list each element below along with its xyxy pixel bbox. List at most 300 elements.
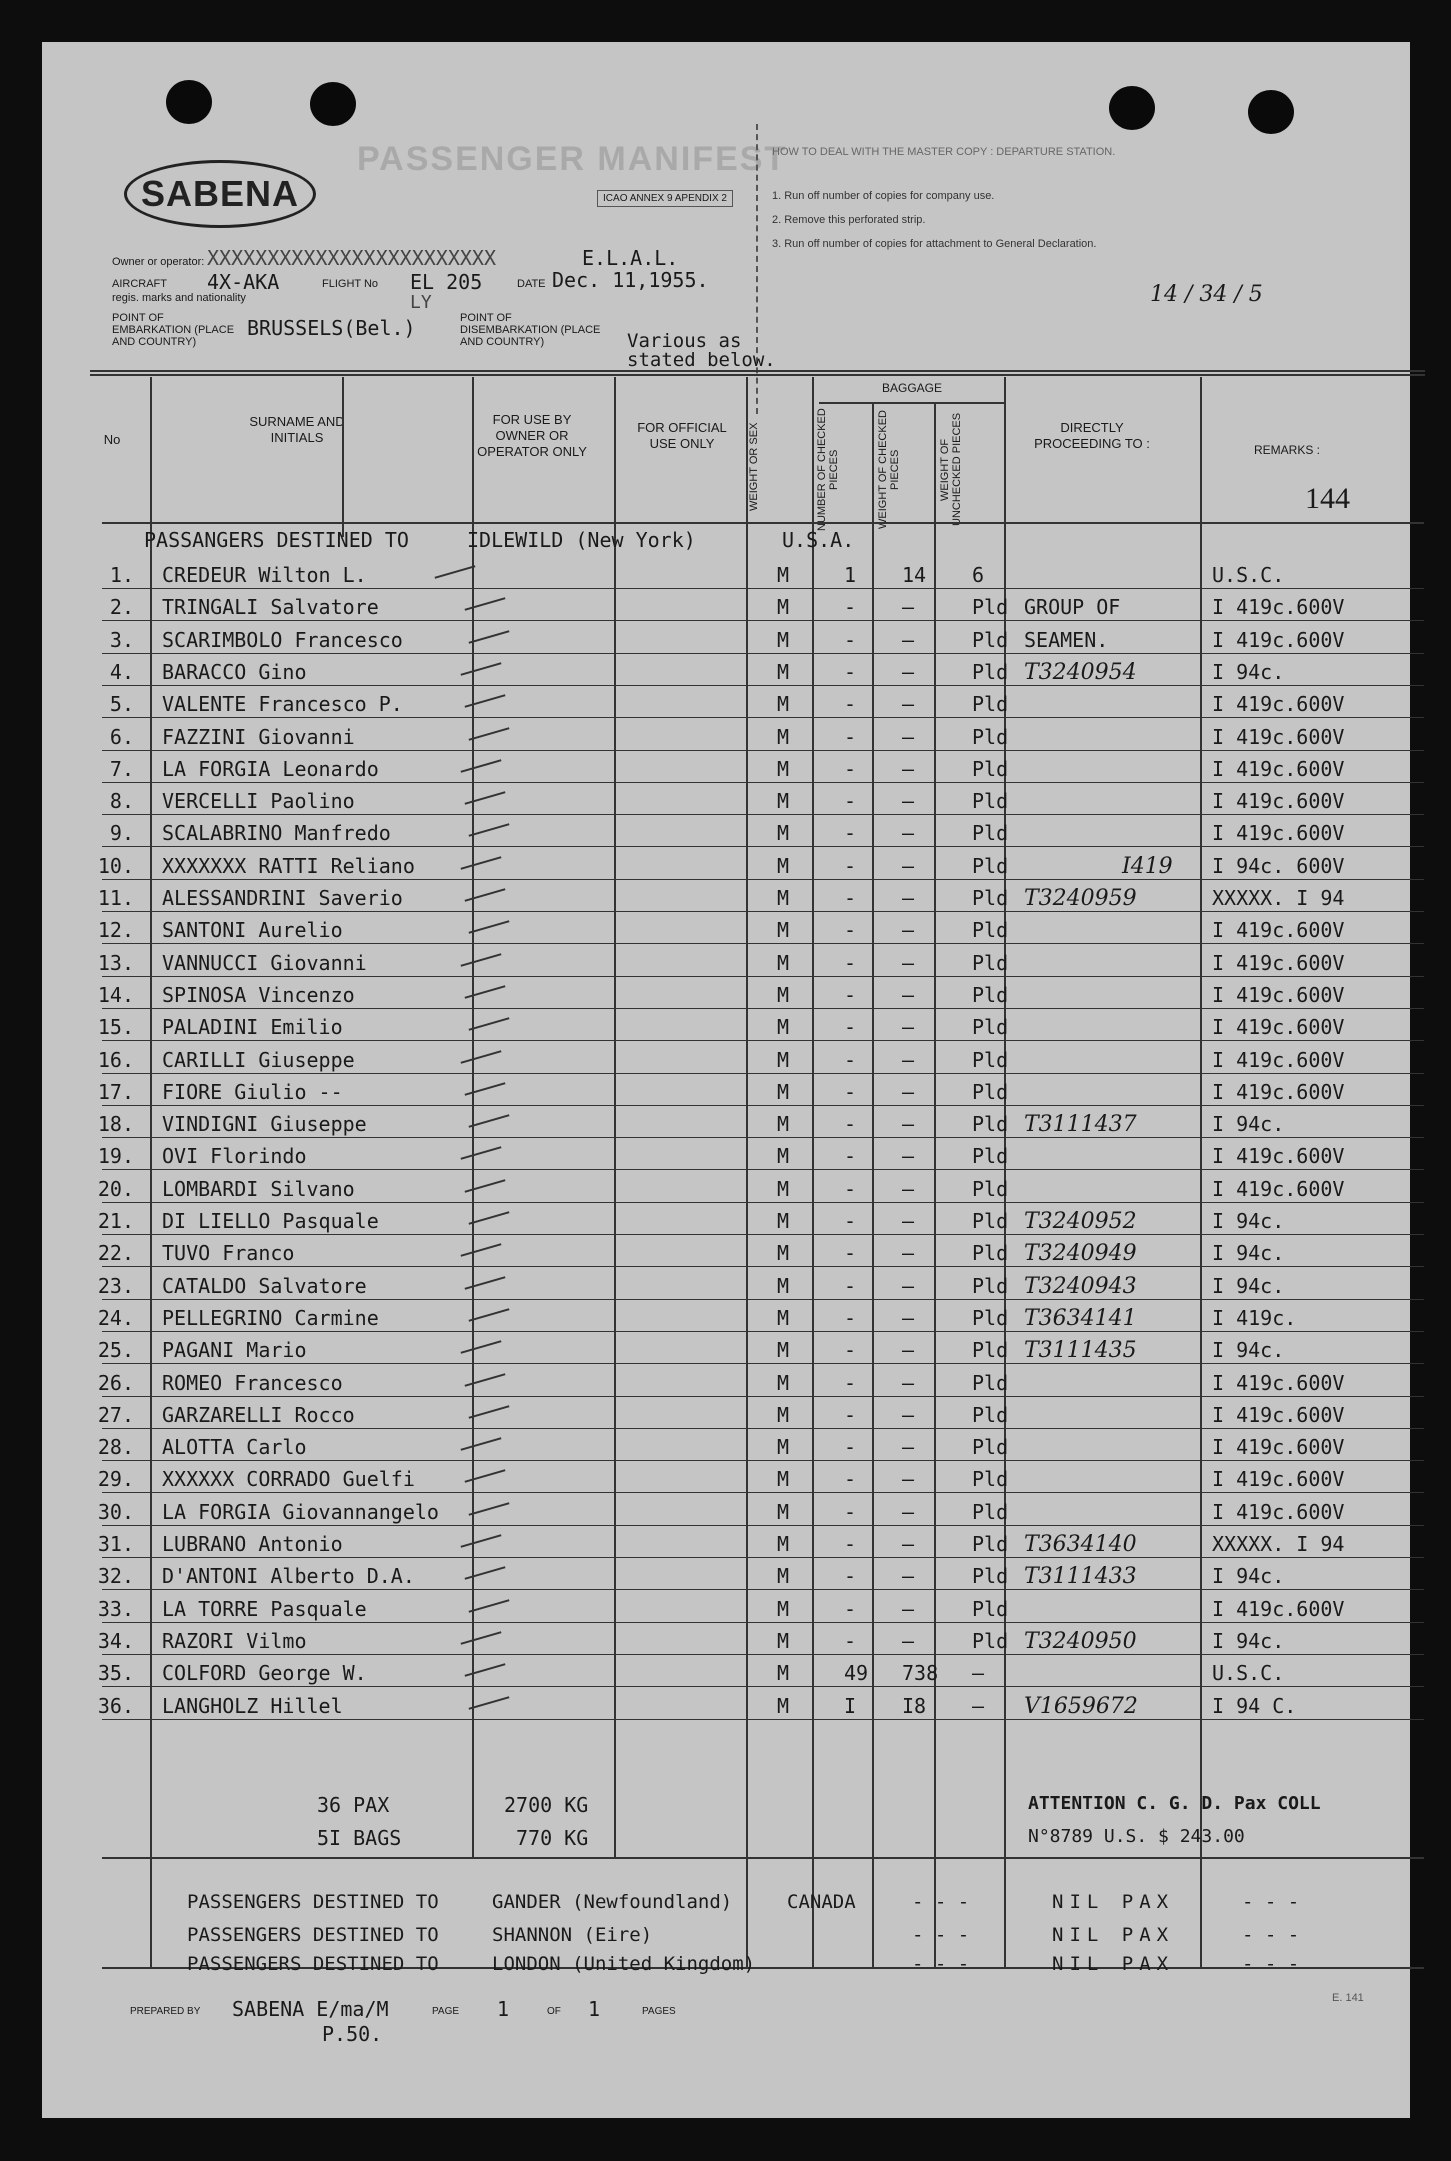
- passenger-name: TUVO Franco: [162, 1241, 295, 1265]
- unchecked-weight: Pld: [972, 886, 1009, 910]
- check-mark: [465, 791, 506, 804]
- check-mark: [469, 823, 510, 836]
- checked-pieces: -: [844, 757, 857, 781]
- passenger-sex: M: [777, 1112, 790, 1136]
- passenger-number: 27.: [97, 1403, 134, 1427]
- passenger-remarks: I 419c.600V: [1212, 628, 1345, 652]
- unchecked-weight: Pld: [972, 1564, 1009, 1588]
- passenger-row: [42, 622, 1422, 655]
- destination-country: CANADA: [787, 1891, 856, 1913]
- passenger-sex: M: [777, 1177, 790, 1201]
- unchecked-weight: Pld: [972, 725, 1009, 749]
- passenger-remarks: I 419c.600V: [1212, 1080, 1345, 1104]
- destination-remarks: - - -: [1242, 1891, 1300, 1913]
- passenger-remarks: I 419c.600V: [1212, 1144, 1345, 1168]
- punch-hole: [1248, 90, 1294, 134]
- page-label: PAGE: [432, 2006, 460, 2017]
- checked-weight: —: [902, 1177, 915, 1201]
- passenger-name: FIORE Giulio --: [162, 1080, 343, 1104]
- checked-weight: —: [902, 1597, 915, 1621]
- checked-pieces: -: [844, 951, 857, 975]
- passenger-name: VALENTE Francesco P.: [162, 692, 403, 716]
- unchecked-weight: Pld: [972, 1144, 1009, 1168]
- checked-pieces: -: [844, 1532, 857, 1556]
- passenger-row: [42, 1526, 1422, 1559]
- checked-pieces: -: [844, 1338, 857, 1362]
- passenger-sex: M: [777, 1435, 790, 1459]
- document-title: PASSENGER MANIFEST: [357, 140, 788, 178]
- passenger-sex: M: [777, 789, 790, 813]
- flight-extra: LY: [410, 292, 432, 313]
- proceeding-to: T3111437: [1024, 1112, 1137, 1137]
- flight-label: FLIGHT No: [322, 278, 379, 290]
- passenger-sex: M: [777, 1306, 790, 1330]
- checked-pieces: -: [844, 595, 857, 619]
- row-divider: [102, 943, 1424, 944]
- aircraft-label: AIRCRAFT: [112, 278, 167, 290]
- passenger-remarks: I 419c.600V: [1212, 1048, 1345, 1072]
- passenger-sex: M: [777, 628, 790, 652]
- checked-weight: —: [902, 1532, 915, 1556]
- total-pax: 36 PAX: [317, 1793, 390, 1817]
- checked-weight: —: [902, 1080, 915, 1104]
- passenger-name: ALOTTA Carlo: [162, 1435, 307, 1459]
- destination-name: LONDON (United Kingdom): [492, 1953, 756, 1975]
- unchecked-weight: Pld: [972, 789, 1009, 813]
- check-mark: [461, 1534, 502, 1547]
- checked-pieces: 1: [844, 563, 857, 587]
- check-mark: [465, 888, 506, 901]
- passenger-sex: M: [777, 854, 790, 878]
- grid-line: [102, 1857, 1424, 1859]
- passenger-name: LA TORRE Pasquale: [162, 1597, 367, 1621]
- col-owner-use-header: FOR USE BY OWNER OR OPERATOR ONLY: [477, 412, 587, 459]
- destination-label: PASSENGERS DESTINED TO: [187, 1891, 439, 1913]
- check-mark: [461, 1050, 502, 1063]
- page-reference: 144: [1305, 482, 1350, 515]
- grid-line: [342, 377, 344, 537]
- checked-pieces: -: [844, 1015, 857, 1039]
- unchecked-weight: Pld: [972, 1080, 1009, 1104]
- checked-weight: —: [902, 1435, 915, 1459]
- proceeding-to: T3240950: [1024, 1629, 1137, 1654]
- passenger-number: 21.: [97, 1209, 134, 1233]
- passenger-row: [42, 1138, 1422, 1171]
- checked-pieces: -: [844, 1435, 857, 1459]
- checked-pieces: -: [844, 1177, 857, 1201]
- passenger-remarks: I 419c.600V: [1212, 757, 1345, 781]
- check-mark: [465, 985, 506, 998]
- checked-weight: —: [902, 692, 915, 716]
- passenger-number: 20.: [97, 1177, 134, 1201]
- destination-name: GANDER (Newfoundland): [492, 1891, 733, 1913]
- passenger-row: [42, 1558, 1422, 1591]
- passenger-name: PAGANI Mario: [162, 1338, 307, 1362]
- passenger-name: XXXXXX CORRADO Guelfi: [162, 1467, 415, 1491]
- col-baggage-header: BAGGAGE: [881, 381, 943, 395]
- passenger-name: FAZZINI Giovanni: [162, 725, 355, 749]
- punch-hole: [310, 82, 356, 126]
- passenger-row: [42, 1365, 1422, 1398]
- passenger-sex: M: [777, 1532, 790, 1556]
- passenger-remarks: I 94c.: [1212, 1112, 1285, 1136]
- passenger-remarks: I 419c.600V: [1212, 595, 1345, 619]
- unchecked-weight: Pld: [972, 1209, 1009, 1233]
- passenger-sex: M: [777, 1015, 790, 1039]
- unchecked-weight: Pld: [972, 1500, 1009, 1524]
- passenger-sex: M: [777, 1338, 790, 1362]
- unchecked-weight: Pld: [972, 1177, 1009, 1201]
- check-mark: [469, 1696, 510, 1709]
- passenger-number: 1.: [109, 563, 134, 587]
- unchecked-weight: Pld: [972, 1403, 1009, 1427]
- unchecked-weight: Pld: [972, 1306, 1009, 1330]
- prepared-value: SABENA E/ma/M: [232, 1997, 389, 2021]
- manifest-sheet: [42, 42, 1410, 2118]
- passenger-row: [42, 654, 1422, 687]
- owner-label: Owner or operator:: [112, 256, 205, 268]
- passenger-row: [42, 1074, 1422, 1107]
- unchecked-weight: —: [972, 1694, 985, 1718]
- disembark-label: POINT OF DISEMBARKATION (PLACE AND COUNTRY): [460, 312, 601, 348]
- checked-pieces: -: [844, 1144, 857, 1168]
- unchecked-weight: Pld: [972, 1338, 1009, 1362]
- passenger-number: 34.: [97, 1629, 134, 1653]
- flight-value: EL 205: [410, 270, 483, 294]
- checked-pieces: -: [844, 854, 857, 878]
- checked-weight: —: [902, 1564, 915, 1588]
- passenger-number: 6.: [109, 725, 134, 749]
- passenger-row: [42, 719, 1422, 752]
- passenger-name: PELLEGRINO Carmine: [162, 1306, 379, 1330]
- passenger-sex: M: [777, 692, 790, 716]
- checked-weight: —: [902, 757, 915, 781]
- checked-weight: —: [902, 1144, 915, 1168]
- passenger-sex: M: [777, 918, 790, 942]
- checked-weight: —: [902, 628, 915, 652]
- passenger-number: 8.: [109, 789, 134, 813]
- passenger-number: 30.: [97, 1500, 134, 1524]
- passenger-number: 17.: [97, 1080, 134, 1104]
- destination-baggage: - - -: [912, 1924, 970, 1946]
- checked-pieces: -: [844, 1241, 857, 1265]
- passenger-name: LA FORGIA Giovannangelo: [162, 1500, 439, 1524]
- passenger-row: [42, 1591, 1422, 1624]
- icao-reference: ICAO ANNEX 9 APENDIX 2: [597, 190, 733, 207]
- passenger-sex: M: [777, 1467, 790, 1491]
- passenger-name: LA FORGIA Leonardo: [162, 757, 379, 781]
- pages-label: PAGES: [642, 2006, 676, 2017]
- checked-pieces: -: [844, 1500, 857, 1524]
- passenger-name: DI LIELLO Pasquale: [162, 1209, 379, 1233]
- passenger-remarks: I 419c.600V: [1212, 951, 1345, 975]
- passenger-row: [42, 880, 1422, 913]
- checked-weight: —: [902, 789, 915, 813]
- owner-struck-text: XXXXXXXXXXXXXXXXXXXXXXXX: [207, 246, 496, 270]
- checked-weight: —: [902, 725, 915, 749]
- passenger-remarks: XXXXX. I 94: [1212, 1532, 1345, 1556]
- row-divider: [102, 1266, 1424, 1267]
- col-proceeding-header: DIRECTLY PROCEEDING TO :: [1034, 420, 1150, 451]
- unchecked-weight: Pld: [972, 692, 1009, 716]
- checked-weight: 14: [902, 563, 927, 587]
- unchecked-weight: Pld: [972, 660, 1009, 684]
- checked-pieces: -: [844, 660, 857, 684]
- passenger-name: SCARIMBOLO Francesco: [162, 628, 403, 652]
- check-mark: [435, 565, 476, 578]
- passenger-name: VERCELLI Paolino: [162, 789, 355, 813]
- checked-pieces: I: [844, 1694, 857, 1718]
- passenger-remarks: I 419c.600V: [1212, 1597, 1345, 1621]
- unchecked-weight: —: [972, 1661, 985, 1685]
- destination-proceeding: NIL PAX: [1052, 1924, 1175, 1946]
- destination-row: [42, 1887, 1422, 1920]
- col-remarks-header: REMARKS :: [1253, 443, 1320, 457]
- passenger-row: [42, 1009, 1422, 1042]
- checked-weight: —: [902, 951, 915, 975]
- section-country: U.S.A.: [782, 528, 855, 552]
- checked-pieces: -: [844, 692, 857, 716]
- check-mark: [465, 1276, 506, 1289]
- passenger-sex: M: [777, 886, 790, 910]
- checked-weight: —: [902, 1048, 915, 1072]
- col-weight-sex-header: WEIGHT OR SEX: [748, 422, 760, 512]
- checked-pieces: -: [844, 983, 857, 1007]
- unchecked-weight: Pld: [972, 1597, 1009, 1621]
- check-mark: [465, 597, 506, 610]
- checked-pieces: -: [844, 1080, 857, 1104]
- destination-baggage: - - -: [912, 1891, 970, 1913]
- proceeding-to: T3111433: [1024, 1564, 1137, 1589]
- passenger-number: 14.: [97, 983, 134, 1007]
- passenger-remarks: I 419c.600V: [1212, 821, 1345, 845]
- passenger-row: [42, 557, 1422, 590]
- passenger-number: 5.: [109, 692, 134, 716]
- check-mark: [461, 662, 502, 675]
- passenger-row: [42, 1203, 1422, 1236]
- row-divider: [102, 1492, 1424, 1493]
- checked-pieces: -: [844, 1629, 857, 1653]
- passenger-row: [42, 1300, 1422, 1333]
- passenger-number: 13.: [97, 951, 134, 975]
- passenger-row: [42, 1106, 1422, 1139]
- passenger-number: 28.: [97, 1435, 134, 1459]
- passenger-sex: M: [777, 563, 790, 587]
- regis-label: regis. marks and nationality: [112, 292, 246, 304]
- passenger-sex: M: [777, 821, 790, 845]
- attention-line-2: N°8789 U.S. $ 243.00: [1028, 1826, 1245, 1847]
- unchecked-weight: Pld: [972, 1629, 1009, 1653]
- passenger-remarks: I 94c.: [1212, 1338, 1285, 1362]
- checked-weight: —: [902, 1241, 915, 1265]
- checked-weight: 738: [902, 1661, 939, 1685]
- instruction-1: 1. Run off number of copies for company use.: [772, 190, 995, 202]
- checked-pieces: -: [844, 1209, 857, 1233]
- row-divider: [102, 1040, 1424, 1041]
- check-mark: [461, 1340, 502, 1353]
- check-mark: [469, 1017, 510, 1030]
- passenger-remarks: I 419c.600V: [1212, 1435, 1345, 1459]
- check-mark: [465, 1179, 506, 1192]
- passenger-sex: M: [777, 1661, 790, 1685]
- checked-pieces: -: [844, 1403, 857, 1427]
- aircraft-value: 4X-AKA: [207, 270, 280, 294]
- passenger-number: 10.: [97, 854, 134, 878]
- check-mark: [465, 1469, 506, 1482]
- passenger-name: CREDEUR Wilton L.: [162, 563, 367, 587]
- section-destination: IDLEWILD (New York): [467, 528, 696, 552]
- page-value: 1: [497, 1997, 510, 2021]
- checked-pieces: -: [844, 1597, 857, 1621]
- passenger-remarks: I 419c.600V: [1212, 918, 1345, 942]
- passenger-sex: M: [777, 983, 790, 1007]
- unchecked-weight: Pld: [972, 1048, 1009, 1072]
- passenger-sex: M: [777, 1080, 790, 1104]
- check-mark: [469, 1308, 510, 1321]
- passenger-number: 2.: [109, 595, 134, 619]
- passenger-remarks: U.S.C.: [1212, 1661, 1285, 1685]
- row-divider: [102, 1169, 1424, 1170]
- proceeding-to: V1659672: [1024, 1694, 1138, 1719]
- col-no-header: No: [103, 432, 121, 447]
- passenger-row: [42, 848, 1422, 881]
- proceeding-to: T3240949: [1024, 1241, 1137, 1266]
- passenger-remarks: I 419c.600V: [1212, 1177, 1345, 1201]
- unchecked-weight: Pld: [972, 1241, 1009, 1265]
- passenger-row: [42, 945, 1422, 978]
- check-mark: [469, 1405, 510, 1418]
- checked-weight: —: [902, 854, 915, 878]
- col-checked-pieces-header: NUMBER OF CHECKED PIECES: [816, 408, 840, 531]
- passenger-number: 4.: [109, 660, 134, 684]
- date-label: DATE: [517, 278, 546, 290]
- passenger-sex: M: [777, 1274, 790, 1298]
- passenger-number: 3.: [109, 628, 134, 652]
- check-mark: [469, 727, 510, 740]
- row-divider: [102, 1686, 1424, 1687]
- passenger-row: [42, 589, 1422, 622]
- proceeding-to: T3634140: [1024, 1532, 1137, 1557]
- passenger-row: [42, 783, 1422, 816]
- destination-name: SHANNON (Eire): [492, 1924, 653, 1946]
- checked-weight: —: [902, 595, 915, 619]
- passenger-row: [42, 977, 1422, 1010]
- proceeding-to: T3240952: [1024, 1209, 1137, 1234]
- checked-pieces: -: [844, 1306, 857, 1330]
- checked-pieces: -: [844, 628, 857, 652]
- unchecked-weight: Pld: [972, 1532, 1009, 1556]
- proceeding-to: T3240959: [1024, 886, 1137, 911]
- passenger-number: 11.: [97, 886, 134, 910]
- check-mark: [469, 1502, 510, 1515]
- passenger-name: ALESSANDRINI Saverio: [162, 886, 403, 910]
- checked-weight: —: [902, 1467, 915, 1491]
- checked-weight: —: [902, 1403, 915, 1427]
- passenger-name: OVI Florindo: [162, 1144, 307, 1168]
- passenger-name: XXXXXXX RATTI Reliano: [162, 854, 415, 878]
- unchecked-weight: Pld: [972, 757, 1009, 781]
- passenger-name: VINDIGNI Giuseppe: [162, 1112, 367, 1136]
- check-mark: [469, 1599, 510, 1612]
- checked-pieces: -: [844, 821, 857, 845]
- col-unchecked-weight-header: WEIGHT OF UNCHECKED PIECES: [939, 412, 963, 527]
- passenger-sex: M: [777, 1629, 790, 1653]
- unchecked-weight: Pld: [972, 595, 1009, 619]
- checked-pieces: -: [844, 1274, 857, 1298]
- passenger-row: [42, 686, 1422, 719]
- passenger-name: BARACCO Gino: [162, 660, 307, 684]
- passenger-sex: M: [777, 660, 790, 684]
- unchecked-weight: Pld: [972, 1435, 1009, 1459]
- passenger-sex: M: [777, 725, 790, 749]
- footer-sub-ref: P.50.: [322, 2022, 383, 2046]
- total-bags: 5I BAGS: [317, 1826, 402, 1850]
- passenger-number: 15.: [97, 1015, 134, 1039]
- passenger-remarks: I 419c.600V: [1212, 1403, 1345, 1427]
- passenger-name: SCALABRINO Manfredo: [162, 821, 391, 845]
- passenger-name: RAZORI Vilmo: [162, 1629, 307, 1653]
- checked-weight: —: [902, 1209, 915, 1233]
- prepared-label: PREPARED BY: [130, 2006, 201, 2017]
- checked-pieces: -: [844, 789, 857, 813]
- passenger-number: 7.: [109, 757, 134, 781]
- destination-label: PASSENGERS DESTINED TO: [187, 1924, 439, 1946]
- col-surname-header: SURNAME AND INITIALS: [249, 414, 345, 445]
- check-mark: [469, 630, 510, 643]
- instructions-title: HOW TO DEAL WITH THE MASTER COPY : DEPARTURE STATION.: [772, 146, 1116, 158]
- passenger-row: [42, 1332, 1422, 1365]
- passenger-remarks: I 94c.: [1212, 1564, 1285, 1588]
- attention-line-1: ATTENTION C. G. D. Pax COLL: [1028, 1793, 1321, 1814]
- passenger-remarks: XXXXX. I 94: [1212, 886, 1345, 910]
- check-mark: [465, 1373, 506, 1386]
- destination-proceeding: NIL PAX: [1052, 1891, 1175, 1913]
- checked-weight: I8: [902, 1694, 927, 1718]
- passenger-remarks: I 419c.600V: [1212, 1371, 1345, 1395]
- passenger-remarks: I 419c.600V: [1212, 692, 1345, 716]
- destination-proceeding: NIL PAX: [1052, 1953, 1175, 1975]
- passenger-row: [42, 1042, 1422, 1075]
- unchecked-weight: Pld: [972, 821, 1009, 845]
- passenger-sex: M: [777, 1597, 790, 1621]
- embark-label: POINT OF EMBARKATION (PLACE AND COUNTRY): [112, 312, 235, 348]
- passenger-number: 18.: [97, 1112, 134, 1136]
- passenger-remarks: I 94c.: [1212, 660, 1285, 684]
- check-mark: [469, 1211, 510, 1224]
- checked-pieces: 49: [844, 1661, 869, 1685]
- unchecked-weight: Pld: [972, 918, 1009, 942]
- passenger-sex: M: [777, 1209, 790, 1233]
- passenger-row: [42, 1397, 1422, 1430]
- passenger-name: GARZARELLI Rocco: [162, 1403, 355, 1427]
- check-mark: [465, 1663, 506, 1676]
- totals-row-bags: [42, 1820, 1422, 1853]
- checked-weight: —: [902, 1500, 915, 1524]
- proceeding-to: T3240954: [1024, 660, 1137, 685]
- check-mark: [461, 1437, 502, 1450]
- punch-hole: [1109, 86, 1155, 130]
- passenger-name: ROMEO Francesco: [162, 1371, 343, 1395]
- proceeding-to: I419: [1122, 854, 1173, 879]
- checked-pieces: -: [844, 886, 857, 910]
- passenger-remarks: I 419c.600V: [1212, 983, 1345, 1007]
- handwritten-count: 14 / 34 / 5: [1150, 282, 1263, 307]
- passenger-number: 33.: [97, 1597, 134, 1621]
- row-divider: [102, 1589, 1424, 1590]
- passenger-name: SPINOSA Vincenzo: [162, 983, 355, 1007]
- of-value: 1: [588, 1997, 601, 2021]
- checked-weight: —: [902, 918, 915, 942]
